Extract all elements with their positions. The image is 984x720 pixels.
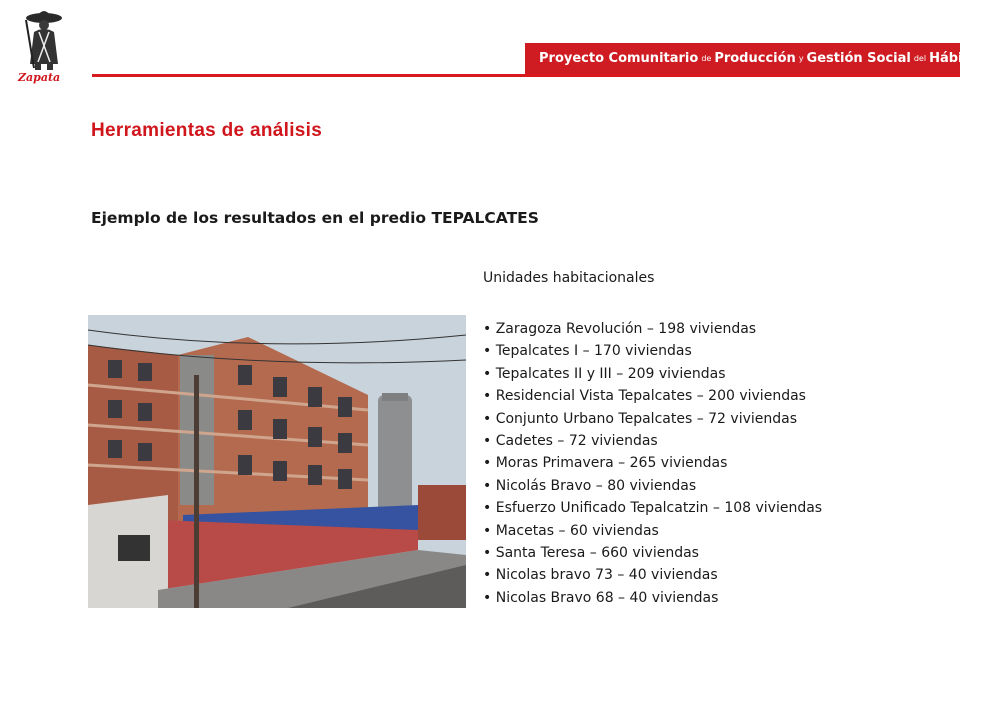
list-item: • Nicolas bravo 73 – 40 viviendas <box>483 564 822 586</box>
housing-units-list <box>483 318 822 609</box>
list-item: • Residencial Vista Tepalcates – 200 viviendas <box>483 385 822 407</box>
header-banner <box>525 43 984 74</box>
list-item: • Nicolas Bravo 68 – 40 viviendas <box>483 587 822 609</box>
banner-text-7: Hábitat <box>929 51 984 66</box>
list-item: • Cadetes – 72 viviendas <box>483 430 822 452</box>
banner-text-4: y <box>798 54 804 63</box>
list-heading: Unidades habitacionales <box>483 270 655 286</box>
list-item: • Tepalcates I – 170 viviendas <box>483 340 822 362</box>
banner-text-5: Gestión Social <box>806 51 911 66</box>
slide-title: Herramientas de análisis <box>91 120 323 141</box>
list-item: • Zaragoza Revolución – 198 viviendas <box>483 318 822 340</box>
list-item: • Moras Primavera – 265 viviendas <box>483 452 822 474</box>
list-item: • Conjunto Urbano Tepalcates – 72 viviendas <box>483 408 822 430</box>
list-item: • Macetas – 60 viviendas <box>483 520 822 542</box>
list-item: • Tepalcates II y III – 209 viviendas <box>483 363 822 385</box>
svg-text:Zapata: Zapata <box>18 71 61 84</box>
building-photo <box>88 315 466 608</box>
header-rule <box>92 74 960 77</box>
zapata-logo <box>14 6 76 84</box>
list-item: • Nicolás Bravo – 80 viviendas <box>483 475 822 497</box>
banner-text-1: Proyecto Comunitario <box>539 51 699 66</box>
banner-text-6: del <box>913 54 927 63</box>
slide-subtitle: Ejemplo de los resultados en el predio TEPALCATES <box>91 209 539 227</box>
banner-text-2: de <box>701 54 712 63</box>
banner-text-3: Producción <box>714 51 796 66</box>
list-item: • Santa Teresa – 660 viviendas <box>483 542 822 564</box>
list-item: • Esfuerzo Unificado Tepalcatzin – 108 viviendas <box>483 497 822 519</box>
